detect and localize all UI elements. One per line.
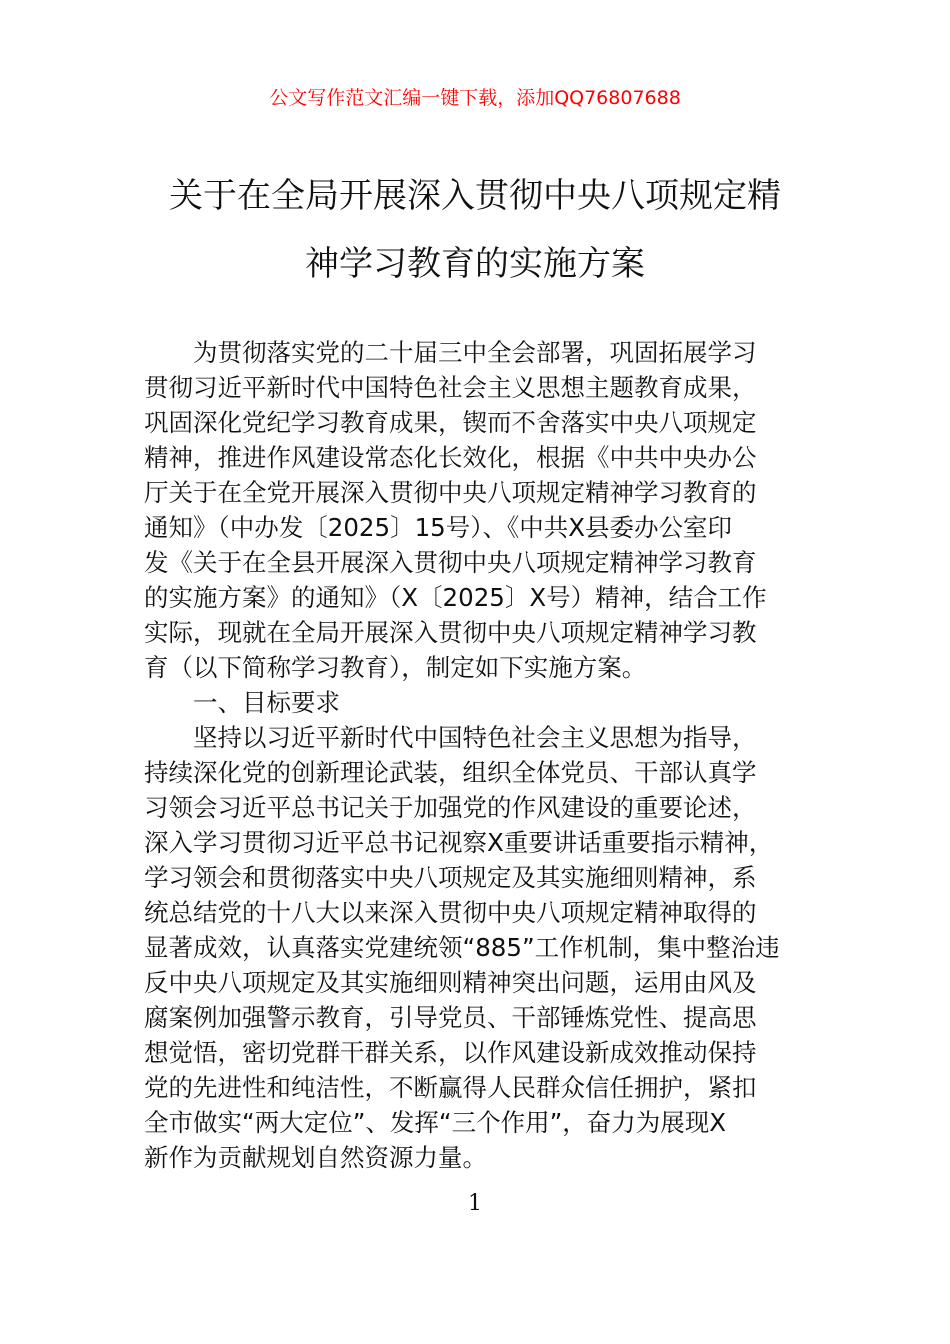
- text-line: 党的先进性和纯洁性，不断赢得人民群众信任拥护，紧扣: [144, 1073, 757, 1102]
- section-heading: 一、目标要求: [193, 688, 340, 717]
- text-line: 习领会习近平总书记关于加强党的作风建设的重要论述，: [144, 793, 757, 822]
- text-line: 学习领会和贯彻落实中央八项规定及其实施细则精神，系: [144, 863, 757, 892]
- text-line: 巩固深化党纪学习教育成果，锲而不舍落实中央八项规定: [144, 408, 757, 437]
- text-line: 的实施方案》的通知》（X〔2025〕X号）精神，结合工作: [144, 583, 767, 612]
- document-title-line-1: 关于在全局开展深入贯彻中央八项规定精: [169, 176, 781, 216]
- page-number: 1: [468, 1191, 482, 1216]
- text-line: 深入学习贯彻习近平总书记视察X重要讲话重要指示精神，: [144, 828, 774, 857]
- download-notice: 公文写作范文汇编一键下载，添加QQ76807688: [269, 87, 681, 109]
- text-line: 腐案例加强警示教育，引导党员、干部锤炼党性、提高思: [144, 1003, 757, 1032]
- text-line: 持续深化党的创新理论武装，组织全体党员、干部认真学: [144, 758, 757, 787]
- text-line: 为贯彻落实党的二十届三中全会部署，巩固拓展学习: [193, 338, 757, 367]
- text-line: 精神，推进作风建设常态化长效化，根据《中共中央办公: [144, 443, 757, 472]
- text-line: 新作为贡献规划自然资源力量。: [144, 1143, 487, 1172]
- text-line: 厅关于在全党开展深入贯彻中央八项规定精神学习教育的: [144, 478, 757, 507]
- document-title-line-2: 神学习教育的实施方案: [305, 244, 645, 284]
- text-line: 反中央八项规定及其实施细则精神突出问题，运用由风及: [144, 968, 757, 997]
- text-line: 全市做实“两大定位”、发挥“三个作用”，奋力为展现X: [144, 1108, 727, 1137]
- text-line: 发《关于在全县开展深入贯彻中央八项规定精神学习教育: [144, 548, 757, 577]
- text-line: 坚持以习近平新时代中国特色社会主义思想为指导，: [193, 723, 757, 752]
- text-line: 育（以下简称学习教育），制定如下实施方案。: [144, 653, 647, 682]
- text-line: 显著成效，认真落实党建统领“885”工作机制，集中整治违: [144, 933, 780, 962]
- text-line: 想觉悟，密切党群干群关系，以作风建设新成效推动保持: [144, 1038, 757, 1067]
- text-line: 通知》（中办发〔2025〕15号）、《中共X县委办公室印: [144, 513, 733, 542]
- text-line: 实际，现就在全局开展深入贯彻中央八项规定精神学习教: [144, 618, 757, 647]
- text-line: 统总结党的十八大以来深入贯彻中央八项规定精神取得的: [144, 898, 757, 927]
- text-line: 贯彻习近平新时代中国特色社会主义思想主题教育成果，: [144, 373, 757, 402]
